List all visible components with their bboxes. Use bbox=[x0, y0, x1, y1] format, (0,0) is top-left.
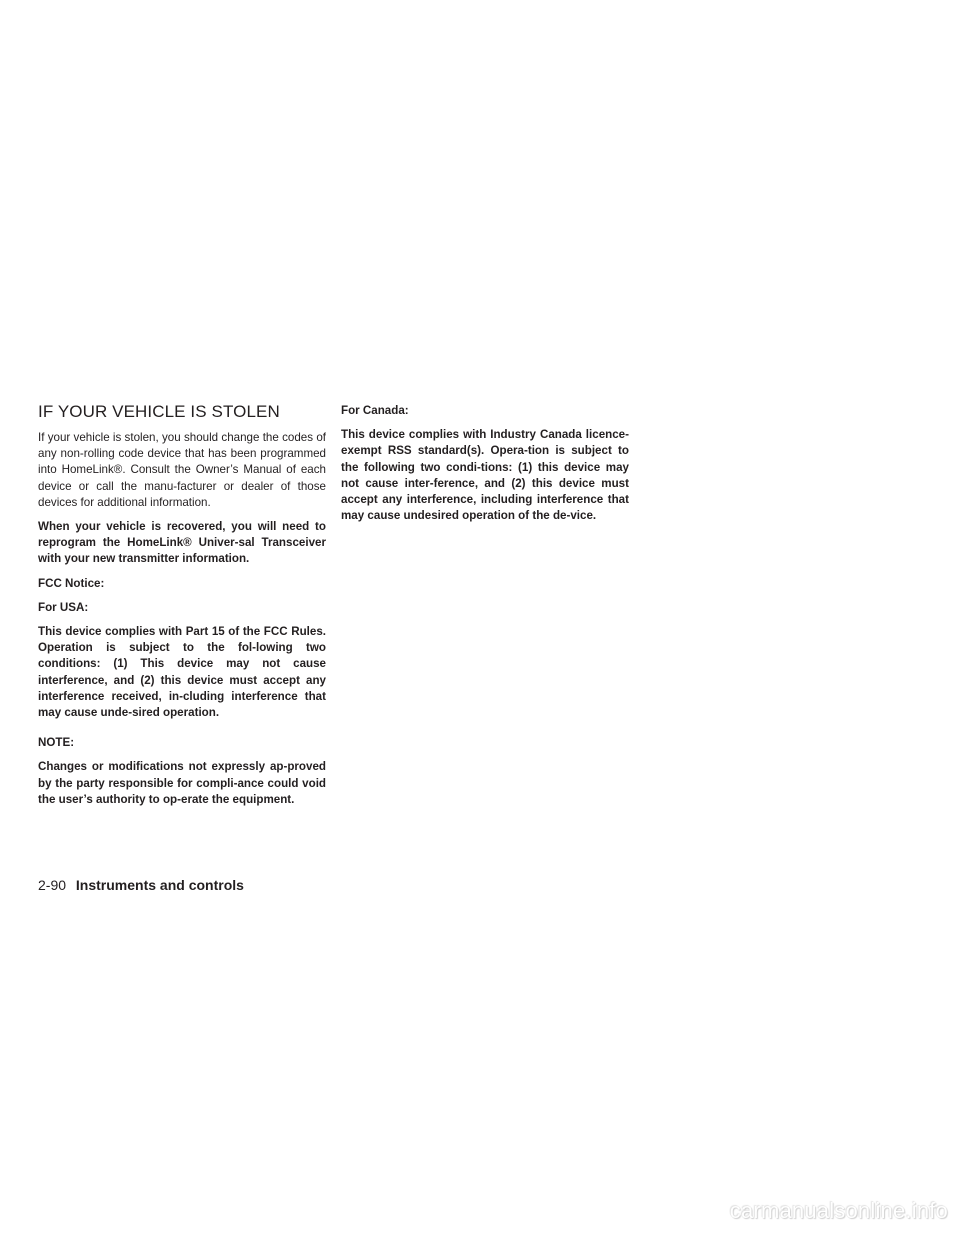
right-column bbox=[341, 403, 629, 532]
fcc-notice-label: FCC Notice: bbox=[38, 576, 105, 590]
stolen-intro-paragraph: If your vehicle is stolen, you should change the codes of any non-rolling code device that has been programmed into HomeLink®. Consult the Owner’s Manual of each device or call the manu-facturer or dealer of those devices for additional information. bbox=[38, 431, 326, 509]
recovered-paragraph: When your vehicle is recovered, you will need to reprogram the HomeLink® Univer-sal Transceiver with your new transmitter information. bbox=[38, 520, 326, 566]
section-title: IF YOUR VEHICLE IS STOLEN bbox=[38, 402, 280, 421]
note-label: NOTE: bbox=[38, 736, 75, 750]
canada-label: For Canada: bbox=[341, 404, 409, 417]
watermark: carmanualsonline.info bbox=[729, 1198, 948, 1223]
left-column bbox=[38, 402, 326, 816]
note-paragraph: Changes or modifications not expressly ap-proved by the party responsible for compli-ance could void the user’s authority to op-erate the equipment. bbox=[38, 760, 326, 806]
chapter-title: Instruments and controls bbox=[75, 877, 244, 893]
page-footer bbox=[38, 876, 244, 894]
usa-compliance-paragraph: This device complies with Part 15 of the FCC Rules. Operation is subject to the fol-lowing two conditions: (1) This device may not cause interference, and (2) this device must accept any interference received, in-cluding interference that may cause unde-sired operation. bbox=[38, 625, 326, 720]
usa-label: For USA: bbox=[38, 600, 89, 614]
canada-compliance-paragraph: This device complies with Industry Canada licence-exempt RSS standard(s). Opera-tion is subject to the following two condi-tions: (1) this device may not cause inter-ference, and (2) this device must accept any interference, including interference that may cause undesired operation of the de-vice. bbox=[341, 428, 629, 523]
page-number: 2-90 bbox=[38, 877, 67, 893]
